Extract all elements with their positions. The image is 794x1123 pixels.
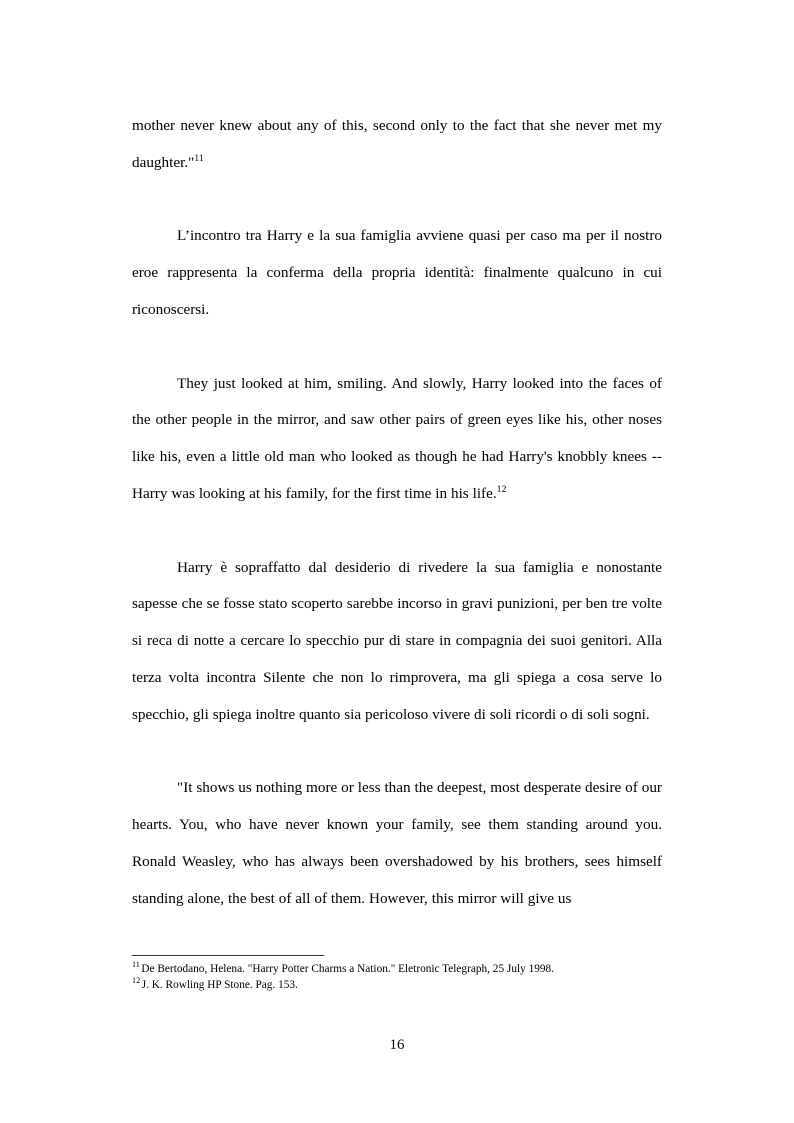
footnote-marker: 12 <box>132 976 141 986</box>
footnote-reference-11[interactable]: 11 <box>194 152 204 164</box>
paragraph-commentary-incontro <box>132 218 662 328</box>
paragraph-quote-continued <box>132 108 662 182</box>
footnote-entry-12 <box>132 978 662 994</box>
paragraph-text: L’incontro tra Harry e la sua famiglia avviene quasi per caso ma per il nostro eroe rappresenta la conferma della propria identità: finalmente qualcuno in cui riconoscersi. <box>132 227 662 318</box>
footnote-text: J. K. Rowling HP Stone. Pag. 153. <box>141 978 298 991</box>
paragraph-quote-mirror <box>132 366 662 513</box>
paragraph-text: mother never knew about any of this, second only to the fact that she never met my daughter." <box>132 117 662 171</box>
page-number: 16 <box>389 1037 405 1053</box>
footnote-reference-12[interactable]: 12 <box>496 483 507 495</box>
paragraph-commentary-sopraffatto <box>132 550 662 734</box>
paragraph-text: Harry è sopraffatto dal desiderio di rivedere la sua famiglia e nonostante sapesse che se fosse stato scoperto sarebbe incorso in gravi punizioni, per ben tre volte si reca di notte a cercare lo specchio pur di stare in compagnia dei suoi genitori. Alla terza volta incontra Silente che non lo rimprovera, ma gli spiega a cosa serve lo specchio, gli spiega inoltre quanto sia pericoloso vivere di soli ricordi o di soli sogni. <box>132 558 662 723</box>
footnote-text: De Bertodano, Helena. "Harry Potter Charms a Nation." Eletronic Telegraph, 25 July 1998. <box>141 963 554 975</box>
footnote-entry-11 <box>132 962 662 978</box>
footnote-separator-rule <box>132 955 324 956</box>
paragraph-quote-desire <box>132 770 662 917</box>
footnote-section <box>132 955 662 994</box>
footnote-marker: 11 <box>132 960 140 970</box>
page-body-text <box>132 108 662 918</box>
paragraph-text: "It shows us nothing more or less than the deepest, most desperate desire of our hearts. You, who have never known your family, see them standing around you. Ronald Weasley, who has always been overshadowed by his brothers, sees himself standing alone, the best of all of them. However, this mirror will give us <box>132 779 662 907</box>
paragraph-text: They just looked at him, smiling. And slowly, Harry looked into the faces of the other people in the mirror, and saw other pairs of green eyes like his, other noses like his, even a little old man who looked as though he had Harry's knobbly knees -- Harry was looking at his family, for the first time in his life. <box>132 374 662 502</box>
